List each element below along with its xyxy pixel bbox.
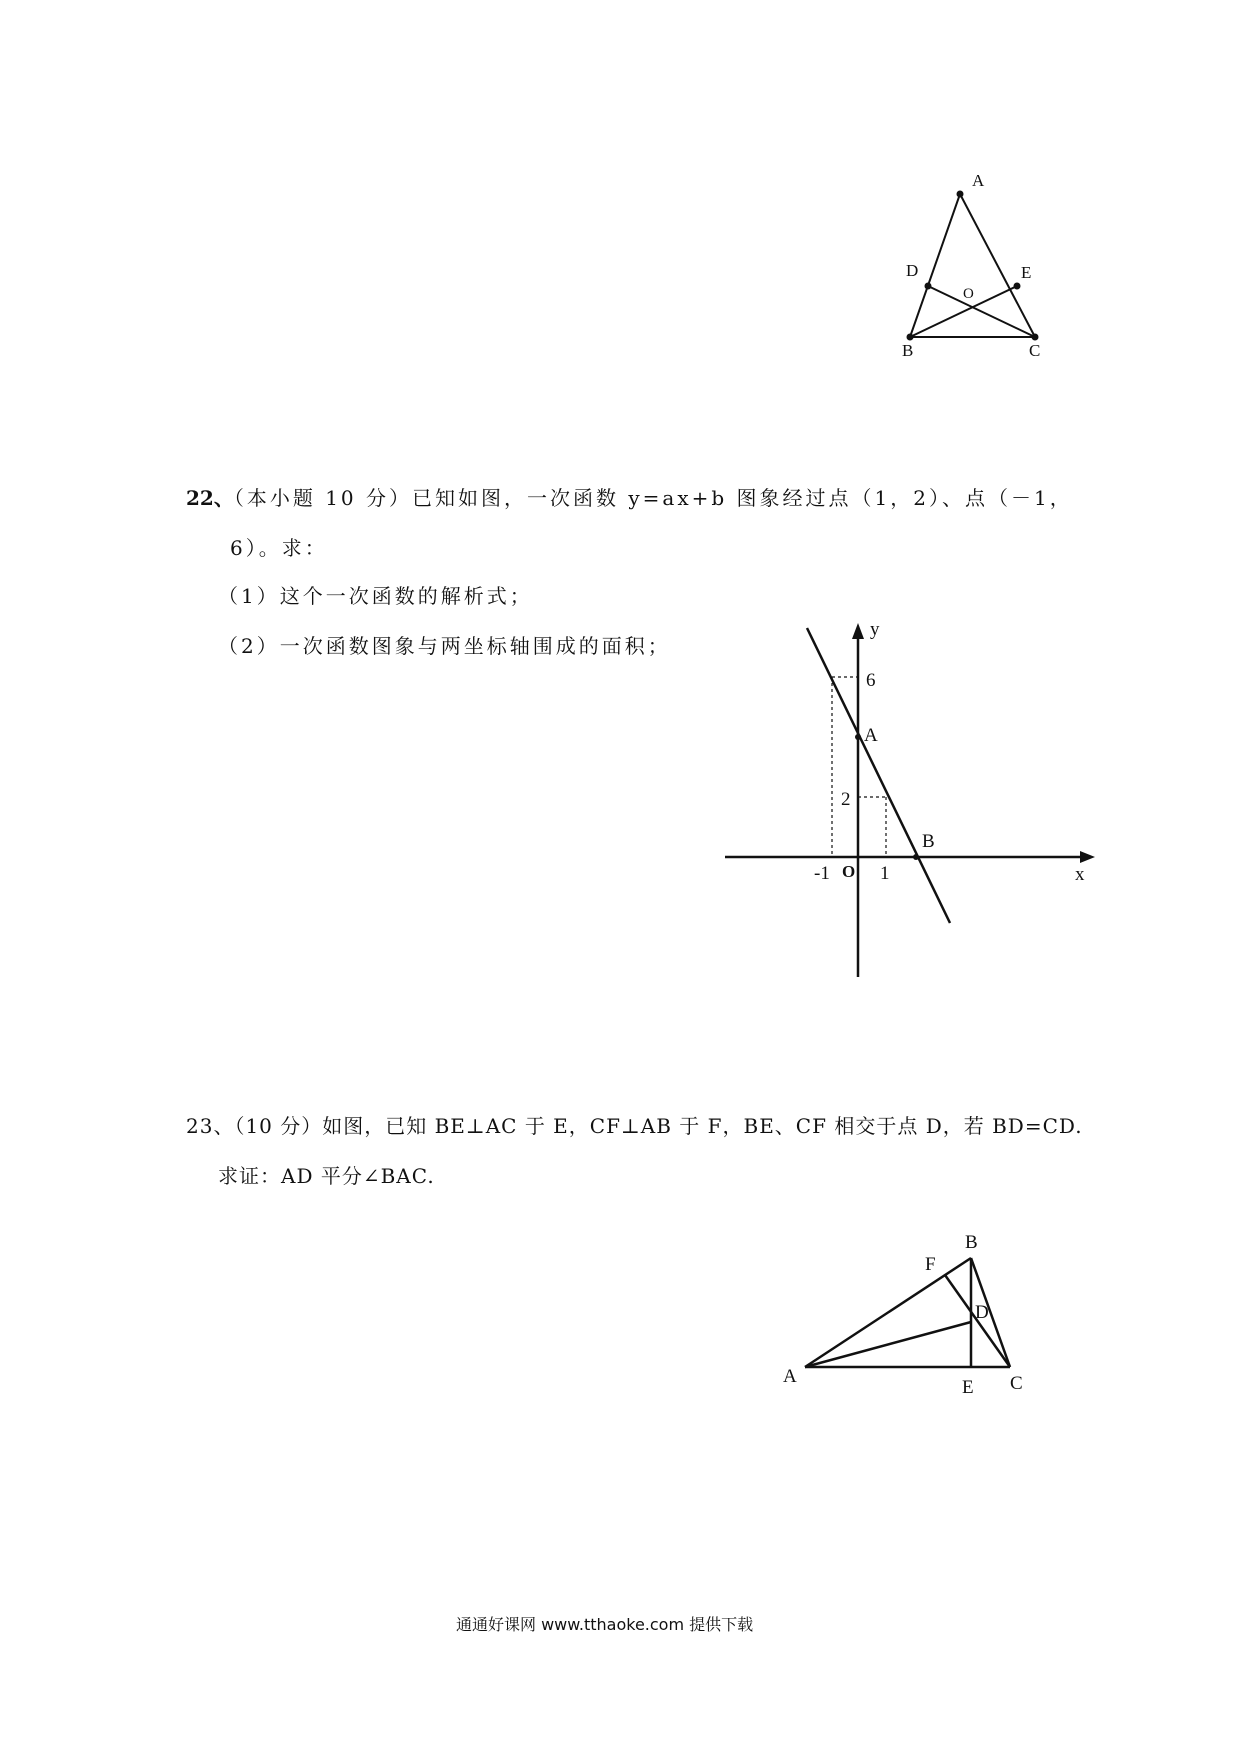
point-b (907, 334, 914, 341)
linear-function-graph (720, 615, 1100, 985)
segment-ab-2 (805, 1258, 971, 1367)
q22-part1: （1）这个一次函数的解析式； (218, 584, 533, 608)
label-e-2: E (962, 1377, 974, 1398)
label-six: 6 (866, 670, 876, 691)
segment-cd (928, 286, 1035, 337)
q22-line1-text: （本小题 10 分）已知如图，一次函数 y=ax+b 图象经过点（1，2）、点（－1， (233, 486, 1073, 510)
label-f-2: F (925, 1254, 936, 1275)
label-a: A (972, 171, 985, 190)
label-d: D (906, 261, 919, 280)
label-x-axis: x (1075, 864, 1085, 885)
q22-line2: 6）。求： (230, 536, 328, 560)
label-c-2: C (1010, 1373, 1023, 1394)
x-axis-arrow (1080, 851, 1095, 863)
point-c (1032, 334, 1039, 341)
point-e (1014, 283, 1021, 290)
triangle-bac-figure (775, 1215, 1045, 1415)
label-o: O (963, 286, 974, 302)
point-b-graph (913, 854, 919, 860)
label-one: 1 (880, 863, 890, 884)
label-e: E (1021, 263, 1032, 282)
segment-ad (805, 1322, 971, 1367)
q22-line1 (186, 488, 1073, 508)
point-a (957, 191, 964, 198)
triangle-abc-figure (880, 160, 1060, 360)
q23-line1: 23、（10 分）如图，已知 BE⊥AC 于 E，CF⊥AB 于 F，BE、CF 相交于点 D，若 BD=CD. (186, 1114, 1083, 1138)
label-origin: O (842, 862, 856, 881)
label-point-b: B (922, 831, 935, 852)
label-neg-one: -1 (814, 863, 830, 884)
q22-part2: （2）一次函数图象与两坐标轴围成的面积； (218, 634, 671, 658)
label-b-2: B (965, 1232, 978, 1253)
q22-number: 22、 (186, 486, 234, 510)
point-d (925, 283, 932, 290)
label-a-2: A (783, 1366, 797, 1387)
footer-source: 通通好课网 www.tthaoke.com 提供下载 (456, 1615, 754, 1634)
label-point-a: A (864, 725, 878, 746)
q23-line2: 求证：AD 平分∠BAC. (218, 1164, 435, 1188)
label-two: 2 (841, 789, 851, 810)
y-axis-arrow (852, 623, 864, 639)
label-b: B (902, 341, 914, 360)
label-c: C (1029, 341, 1041, 360)
label-d-2: D (975, 1302, 989, 1323)
point-a-graph (855, 734, 861, 740)
label-y-axis: y (870, 619, 880, 640)
